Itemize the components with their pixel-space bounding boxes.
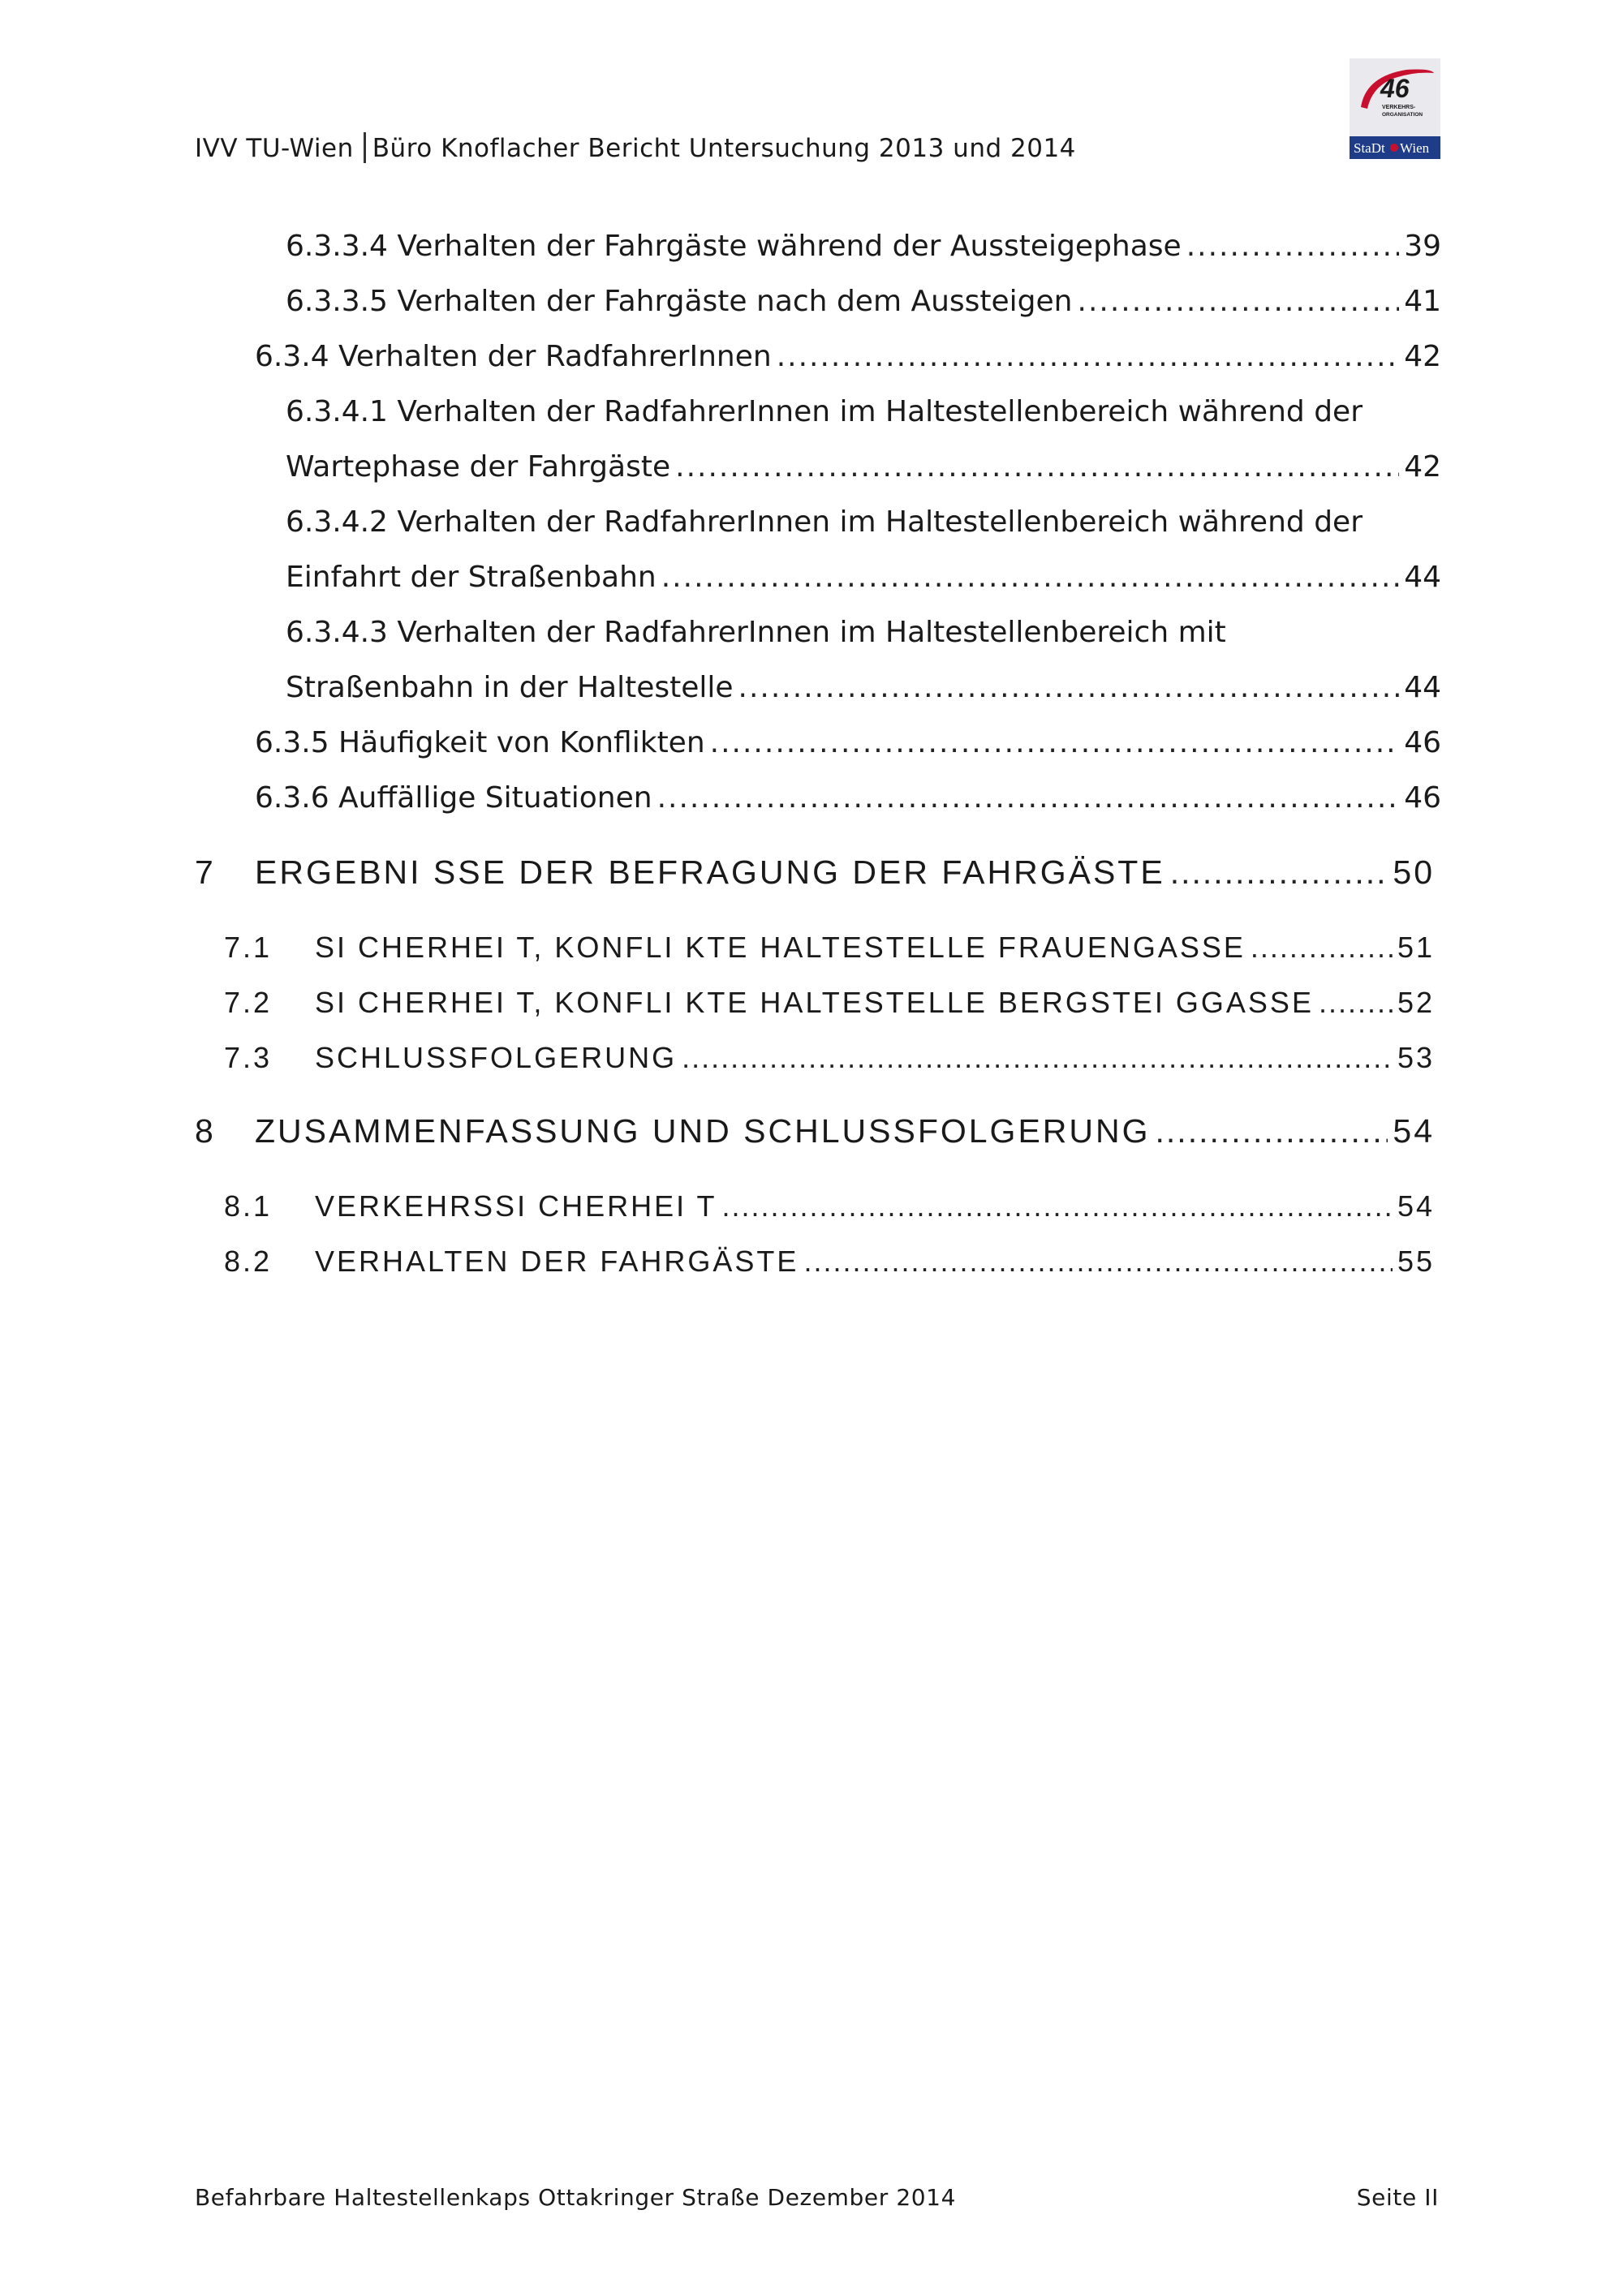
organisation-logo [1350, 58, 1440, 159]
toc-section-title: SI CHERHEI T, KONFLI KTE HALTESTELLE BERGSTEI GGASSE [315, 986, 1314, 1019]
header-separator [364, 132, 366, 163]
header-report-title: Büro Knoflacher Bericht Untersuchung 2013 und 2014 [372, 134, 1076, 163]
toc-chapter-7[interactable] [195, 853, 1435, 891]
toc-section-number: 7.2 [224, 986, 273, 1019]
toc-leader-dots [1251, 933, 1393, 962]
toc-entry-title: 6.3.4.1 Verhalten der RadfahrerInnen im Haltestellenbereich während der [286, 395, 1363, 428]
toc-entry-title: Einfahrt der Straßenbahn [286, 561, 657, 594]
toc-chapter-number: 8 [195, 1112, 216, 1150]
toc-entry-6-3-4-3-line1[interactable] [286, 618, 1441, 647]
toc-leader-dots [1078, 287, 1400, 316]
toc-entry-6-3-4-1-line2[interactable] [286, 450, 1441, 484]
toc-leader-dots [1170, 856, 1388, 889]
toc-leader-dots [657, 784, 1400, 813]
page-footer-number: Seite II [1356, 2184, 1439, 2211]
logo-line2: ORGANISATION [1382, 112, 1423, 118]
toc-entry-page: 41 [1404, 285, 1441, 318]
page-header [195, 132, 1076, 163]
toc-entry-6-3-4-1-line1[interactable] [286, 395, 1441, 428]
toc-section-7-3[interactable] [224, 1043, 1435, 1073]
toc-section-number: 7.3 [224, 1041, 273, 1074]
toc-leader-dots [1319, 988, 1393, 1017]
toc-chapter-title: ZUSAMMENFASSUNG UND SCHLUSSFOLGERUNG [255, 1112, 1151, 1150]
logo-brand-city: Wien [1400, 140, 1430, 156]
toc-entry-title: 6.3.5 Häufigkeit von Konflikten [255, 726, 705, 759]
toc-leader-dots [1156, 1115, 1388, 1148]
toc-entry-page: 53 [1397, 1041, 1435, 1074]
toc-entry-title: Wartephase der Fahrgäste [286, 450, 671, 484]
toc-entry-title: 6.3.3.4 Verhalten der Fahrgäste während der Aussteigephase [286, 230, 1182, 263]
toc-chapter-title: ERGEBNI SSE DER BEFRAGUNG DER FAHRGÄSTE [255, 853, 1165, 891]
toc-entry-page: 42 [1404, 340, 1441, 373]
toc-entry-page: 44 [1404, 561, 1441, 594]
toc-chapter-number: 7 [195, 853, 216, 891]
toc-leader-dots [661, 563, 1399, 592]
toc-leader-dots [738, 673, 1400, 703]
toc-entry-page: 51 [1397, 931, 1435, 964]
toc-leader-dots [1186, 232, 1399, 261]
toc-section-number: 7.1 [224, 931, 273, 964]
logo-brand: StaDt [1354, 140, 1385, 156]
toc-section-7-2[interactable] [224, 988, 1435, 1017]
toc-entry-6-3-4[interactable] [255, 342, 1441, 372]
toc-entry-page: 54 [1393, 1112, 1435, 1150]
toc-entry-page: 42 [1404, 450, 1441, 484]
toc-entry-title: 6.3.3.5 Verhalten der Fahrgäste nach dem Aussteigen [286, 285, 1073, 318]
toc-section-7-1[interactable] [224, 933, 1435, 962]
toc-entry-6-3-3-5[interactable] [286, 287, 1441, 316]
toc-chapter-8[interactable] [195, 1112, 1435, 1150]
toc-entry-page: 55 [1397, 1245, 1435, 1278]
toc-leader-dots [777, 342, 1399, 372]
toc-entry-6-3-6[interactable] [255, 781, 1441, 815]
toc-entry-title: 6.3.4 Verhalten der RadfahrerInnen [255, 340, 772, 373]
toc-entry-page: 44 [1404, 671, 1441, 704]
toc-section-title: VERHALTEN DER FAHRGÄSTE [315, 1245, 799, 1278]
toc-entry-6-3-4-2-line1[interactable] [286, 505, 1441, 539]
toc-entry-6-3-4-3-line2[interactable] [286, 673, 1441, 703]
toc-entry-6-3-4-2-line2[interactable] [286, 563, 1441, 592]
toc-section-8-2[interactable] [224, 1247, 1435, 1276]
logo-line1: VERKEHRS- [1382, 105, 1416, 110]
toc-entry-page: 54 [1397, 1189, 1435, 1223]
logo-number: 46 [1380, 74, 1410, 103]
toc-entry-6-3-5[interactable] [255, 726, 1441, 759]
toc-section-title: SI CHERHEI T, KONFLI KTE HALTESTELLE FRAUENGASSE [315, 931, 1246, 964]
toc-leader-dots [682, 1043, 1393, 1073]
toc-entry-6-3-3-4[interactable] [286, 232, 1441, 261]
toc-entry-title: 6.3.4.3 Verhalten der RadfahrerInnen im Haltestellenbereich mit [286, 616, 1226, 649]
toc-entry-title: 6.3.6 Auffällige Situationen [255, 781, 652, 815]
toc-entry-page: 50 [1393, 853, 1435, 891]
toc-leader-dots [803, 1247, 1393, 1276]
header-institute: IVV TU-Wien [195, 134, 354, 163]
toc-entry-page: 52 [1397, 986, 1435, 1019]
ma46-logo-icon [1350, 58, 1440, 159]
toc-entry-page: 39 [1404, 230, 1441, 263]
toc-section-number: 8.1 [224, 1189, 273, 1223]
toc-leader-dots [675, 453, 1399, 482]
toc-entry-page: 46 [1404, 726, 1441, 759]
toc-section-number: 8.2 [224, 1245, 273, 1278]
toc-entry-title: 6.3.4.2 Verhalten der RadfahrerInnen im Haltestellenbereich während der [286, 505, 1363, 539]
toc-section-title: VERKEHRSSI CHERHEI T [315, 1189, 717, 1223]
toc-section-title: SCHLUSSFOLGERUNG [315, 1041, 678, 1074]
toc-leader-dots [710, 729, 1400, 758]
toc-entry-title: Straßenbahn in der Haltestelle [286, 671, 734, 704]
toc-leader-dots [721, 1192, 1393, 1221]
toc-section-8-1[interactable] [224, 1189, 1435, 1223]
page-footer-title: Befahrbare Haltestellenkaps Ottakringer Straße Dezember 2014 [195, 2184, 956, 2211]
toc-entry-page: 46 [1404, 781, 1441, 815]
